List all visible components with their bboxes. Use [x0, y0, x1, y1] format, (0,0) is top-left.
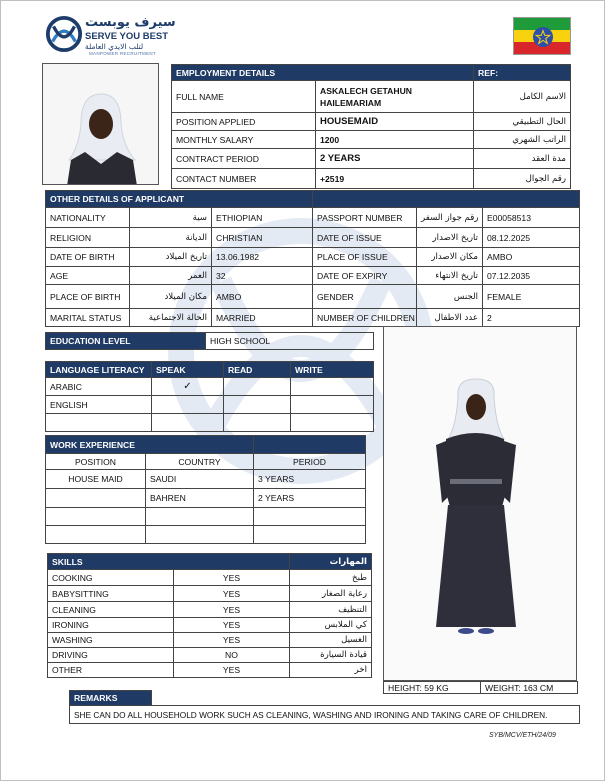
date-of-birth-label: DATE OF BIRTH — [46, 248, 130, 267]
language-row — [46, 378, 374, 396]
skill-name-ar: الغسيل — [290, 633, 372, 648]
skill-row — [48, 618, 372, 633]
age-label: AGE — [46, 267, 130, 285]
place-of-issue-label-ar: مكان الاصدار — [417, 248, 483, 267]
check-icon: ✓ — [152, 378, 224, 396]
skill-row — [48, 586, 372, 602]
other-details-table — [45, 190, 580, 327]
portrait-photo — [42, 63, 159, 185]
place-of-birth-label-ar: مكان الميلاد — [130, 285, 212, 309]
skill-row — [48, 633, 372, 648]
skill-row — [48, 648, 372, 663]
work-country-header: COUNTRY — [146, 454, 254, 470]
skill-name-ar: رعاية الصغار — [290, 586, 372, 602]
contact-number-label: CONTACT NUMBER — [172, 169, 316, 189]
skills-header: SKILLS — [48, 554, 290, 570]
language-literacy-header: LANGUAGE LITERACY — [46, 362, 152, 378]
weight-value: WEIGHT: 163 CM — [481, 682, 578, 694]
skill-value: YES — [174, 633, 290, 648]
marital-status-label: MARITAL STATUS — [46, 309, 130, 327]
marital-status-value: MARRIED — [212, 309, 313, 327]
work-country: BAHREN — [146, 489, 254, 508]
skill-name: WASHING — [48, 633, 174, 648]
work-row — [46, 489, 366, 508]
contract-period-value: 2 YEARS — [316, 149, 474, 169]
work-period: 2 YEARS — [254, 489, 366, 508]
language-write — [291, 378, 374, 396]
skill-name: DRIVING — [48, 648, 174, 663]
remarks-header: REMARKS — [70, 691, 152, 706]
nationality-label-ar: سية — [130, 208, 212, 228]
language-name: ENGLISH — [46, 396, 152, 414]
language-write — [291, 396, 374, 414]
skill-value: YES — [174, 602, 290, 618]
language-row — [46, 396, 374, 414]
nationality-label: NATIONALITY — [46, 208, 130, 228]
work-position: HOUSE MAID — [46, 470, 146, 489]
age-label-ar: العمر — [130, 267, 212, 285]
language-name: ARABIC — [46, 378, 152, 396]
other-details-header: OTHER DETAILS OF APPLICANT — [46, 191, 313, 208]
skill-name-ar: التنظيف — [290, 602, 372, 618]
work-period-header: PERIOD — [254, 454, 366, 470]
height-value: HEIGHT: 59 KG — [384, 682, 481, 694]
date-of-issue-label: DATE OF ISSUE — [313, 228, 417, 248]
language-read — [224, 378, 291, 396]
read-header: READ — [224, 362, 291, 378]
agency-tagline-en: MANPOWER RECRUITMENT — [89, 51, 156, 56]
place-of-birth-value: AMBO — [212, 285, 313, 309]
place-of-issue-label: PLACE OF ISSUE — [313, 248, 417, 267]
work-experience-header: WORK EXPERIENCE — [46, 436, 254, 454]
education-level-value: HIGH SCHOOL — [206, 333, 374, 350]
skill-name-ar: قيادة السيارة — [290, 648, 372, 663]
date-of-expiry-label: DATE OF EXPIRY — [313, 267, 417, 285]
agency-logo-icon — [45, 15, 83, 53]
date-of-expiry-value: 07.12.2035 — [483, 267, 580, 285]
skills-table — [47, 553, 372, 678]
passport-number-label: PASSPORT NUMBER — [313, 208, 417, 228]
skill-name: COOKING — [48, 570, 174, 586]
language-speak — [152, 396, 224, 414]
work-experience-table — [45, 435, 366, 544]
employment-details-table — [171, 64, 571, 189]
work-position — [46, 489, 146, 508]
speak-header: SPEAK — [152, 362, 224, 378]
position-applied-label-ar: الحال التطبيقي — [474, 113, 571, 131]
document-code: SYB/MCV/ETH/24/09 — [489, 732, 556, 739]
skill-name-ar: طبخ — [290, 570, 372, 586]
gender-value: FEMALE — [483, 285, 580, 309]
ethiopia-flag-icon — [513, 17, 571, 55]
skill-value: YES — [174, 618, 290, 633]
other-details-row — [46, 285, 580, 309]
position-applied-value: HOUSEMAID — [316, 113, 474, 131]
agency-tagline-ar: لتلب الايدي العاملة — [85, 42, 144, 51]
full-body-photo — [383, 326, 577, 681]
other-details-row — [46, 248, 580, 267]
place-of-birth-label: PLACE OF BIRTH — [46, 285, 130, 309]
other-details-row — [46, 267, 580, 285]
position-applied-label: POSITION APPLIED — [172, 113, 316, 131]
skill-name: IRONING — [48, 618, 174, 633]
religion-label: RELIGION — [46, 228, 130, 248]
agency-name-en: SERVE YOU BEST — [85, 31, 169, 42]
skill-row — [48, 663, 372, 678]
skill-name-ar: كي الملابس — [290, 618, 372, 633]
language-row — [46, 414, 374, 432]
skills-header-ar: المهارات — [290, 554, 372, 570]
monthly-salary-label-ar: الراتب الشهري — [474, 131, 571, 149]
agency-logo — [45, 15, 180, 57]
education-table — [45, 332, 374, 350]
other-details-row — [46, 228, 580, 248]
education-level-label: EDUCATION LEVEL — [46, 333, 206, 350]
monthly-salary-value: 1200 — [316, 131, 474, 149]
date-of-birth-label-ar: تاريخ الميلاد — [130, 248, 212, 267]
contract-period-label-ar: مدة العقد — [474, 149, 571, 169]
date-of-issue-value: 08.12.2025 — [483, 228, 580, 248]
write-header: WRITE — [291, 362, 374, 378]
monthly-salary-label: MONTHLY SALARY — [172, 131, 316, 149]
skill-value: YES — [174, 663, 290, 678]
gender-label-ar: الجنس — [417, 285, 483, 309]
skill-row — [48, 570, 372, 586]
place-of-issue-value: AMBO — [483, 248, 580, 267]
work-row — [46, 508, 366, 526]
passport-number-value: E00058513 — [483, 208, 580, 228]
work-country: SAUDI — [146, 470, 254, 489]
full-name-value: ASKALECH GETAHUN HAILEMARIAM — [316, 81, 474, 113]
skill-value: YES — [174, 586, 290, 602]
full-name-label: FULL NAME — [172, 81, 316, 113]
religion-value: CHRISTIAN — [212, 228, 313, 248]
skill-name: CLEANING — [48, 602, 174, 618]
marital-status-label-ar: الحالة الاجتماعية — [130, 309, 212, 327]
skill-name: OTHER — [48, 663, 174, 678]
number-of-children-label: NUMBER OF CHILDREN — [313, 309, 417, 327]
work-position-header: POSITION — [46, 454, 146, 470]
full-name-label-ar: الاسم الكامل — [474, 81, 571, 113]
date-of-expiry-label-ar: تاريخ الانتهاء — [417, 267, 483, 285]
other-details-row — [46, 208, 580, 228]
work-period: 3 YEARS — [254, 470, 366, 489]
ref-label: REF: — [474, 65, 571, 81]
gender-label: GENDER — [313, 285, 417, 309]
religion-label-ar: الديانة — [130, 228, 212, 248]
contract-period-label: CONTRACT PERIOD — [172, 149, 316, 169]
skill-value: YES — [174, 570, 290, 586]
date-of-birth-value: 13.06.1982 — [212, 248, 313, 267]
remarks-table — [69, 690, 580, 724]
number-of-children-value: 2 — [483, 309, 580, 327]
skill-row — [48, 602, 372, 618]
remarks-text: SHE CAN DO ALL HOUSEHOLD WORK SUCH AS CLEANING, WASHING AND IRONING AND TAKING CARE OF CHILDREN. — [70, 706, 580, 724]
nationality-value: ETHIOPIAN — [212, 208, 313, 228]
language-read — [224, 396, 291, 414]
age-value: 32 — [212, 267, 313, 285]
skill-name: BABYSITTING — [48, 586, 174, 602]
number-of-children-label-ar: عدد الاطفال — [417, 309, 483, 327]
date-of-issue-label-ar: تاريخ الاصدار — [417, 228, 483, 248]
work-row — [46, 526, 366, 544]
passport-number-label-ar: رقم جواز السفر — [417, 208, 483, 228]
contact-number-value: +2519 — [316, 169, 474, 189]
contact-number-label-ar: رقم الجوال — [474, 169, 571, 189]
work-row — [46, 470, 366, 489]
language-table — [45, 361, 374, 432]
skill-name-ar: اخر — [290, 663, 372, 678]
agency-name-ar: سيرف يوبست — [85, 15, 176, 30]
employment-details-header: EMPLOYMENT DETAILS — [172, 65, 474, 81]
skill-value: NO — [174, 648, 290, 663]
other-details-row — [46, 309, 580, 327]
